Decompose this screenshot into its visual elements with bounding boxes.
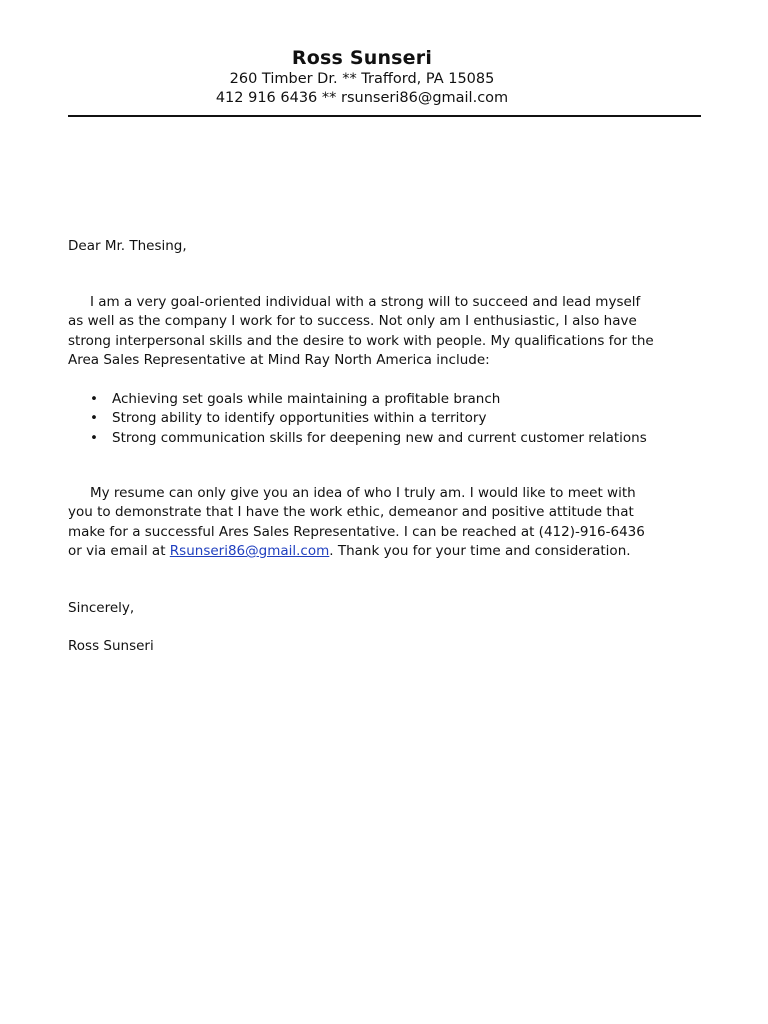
list-item: [68, 429, 668, 448]
list-item: [68, 390, 668, 409]
paragraph-text: My resume can only give you an idea of who I truly am. I would like to meet with you to demonstrate that I have the work ethic, demeanor and positive attitude that make for a successful Ares Sales Representative. I can be reached at (412)-916-6436 or via email at: [68, 485, 645, 559]
list-item-text: Strong communication skills for deepening new and current customer relations: [112, 429, 647, 446]
list-item-text: Achieving set goals while maintaining a profitable branch: [112, 391, 501, 407]
list-item-text: Strong ability to identify opportunities within a territory: [112, 410, 487, 427]
paragraph-intro: I am a very goal-oriented individual with a strong will to succeed and lead myself as well as the company I work for to success. Not only am I enthusiastic, I also have strong interpersonal skills and the desire to work with people. My qualifications for the Area Sales Representative at Mind Ray North America include:: [68, 294, 654, 368]
sender-name: Ross Sunseri: [291, 47, 433, 69]
list-item: [68, 409, 668, 428]
qualifications-list: [68, 390, 668, 448]
paragraph-closing: [68, 484, 658, 561]
valediction: Sincerely,: [68, 600, 135, 616]
sender-address: 260 Timber Dr. ** Trafford, PA 15085: [229, 71, 495, 87]
bullet-icon: •: [90, 410, 98, 427]
signature-name: Ross Sunseri: [68, 638, 154, 654]
header-divider: [68, 115, 701, 117]
paragraph-text: . Thank you for your time and consideration.: [329, 542, 631, 559]
salutation: Dear Mr. Thesing,: [68, 238, 187, 254]
email-link[interactable]: Rsunseri86@gmail.com: [169, 542, 330, 559]
bullet-icon: •: [90, 429, 98, 446]
sender-phone-email: 412 916 6436 ** rsunseri86@gmail.com: [215, 90, 509, 106]
bullet-icon: •: [90, 391, 98, 407]
letterhead: [0, 46, 724, 108]
